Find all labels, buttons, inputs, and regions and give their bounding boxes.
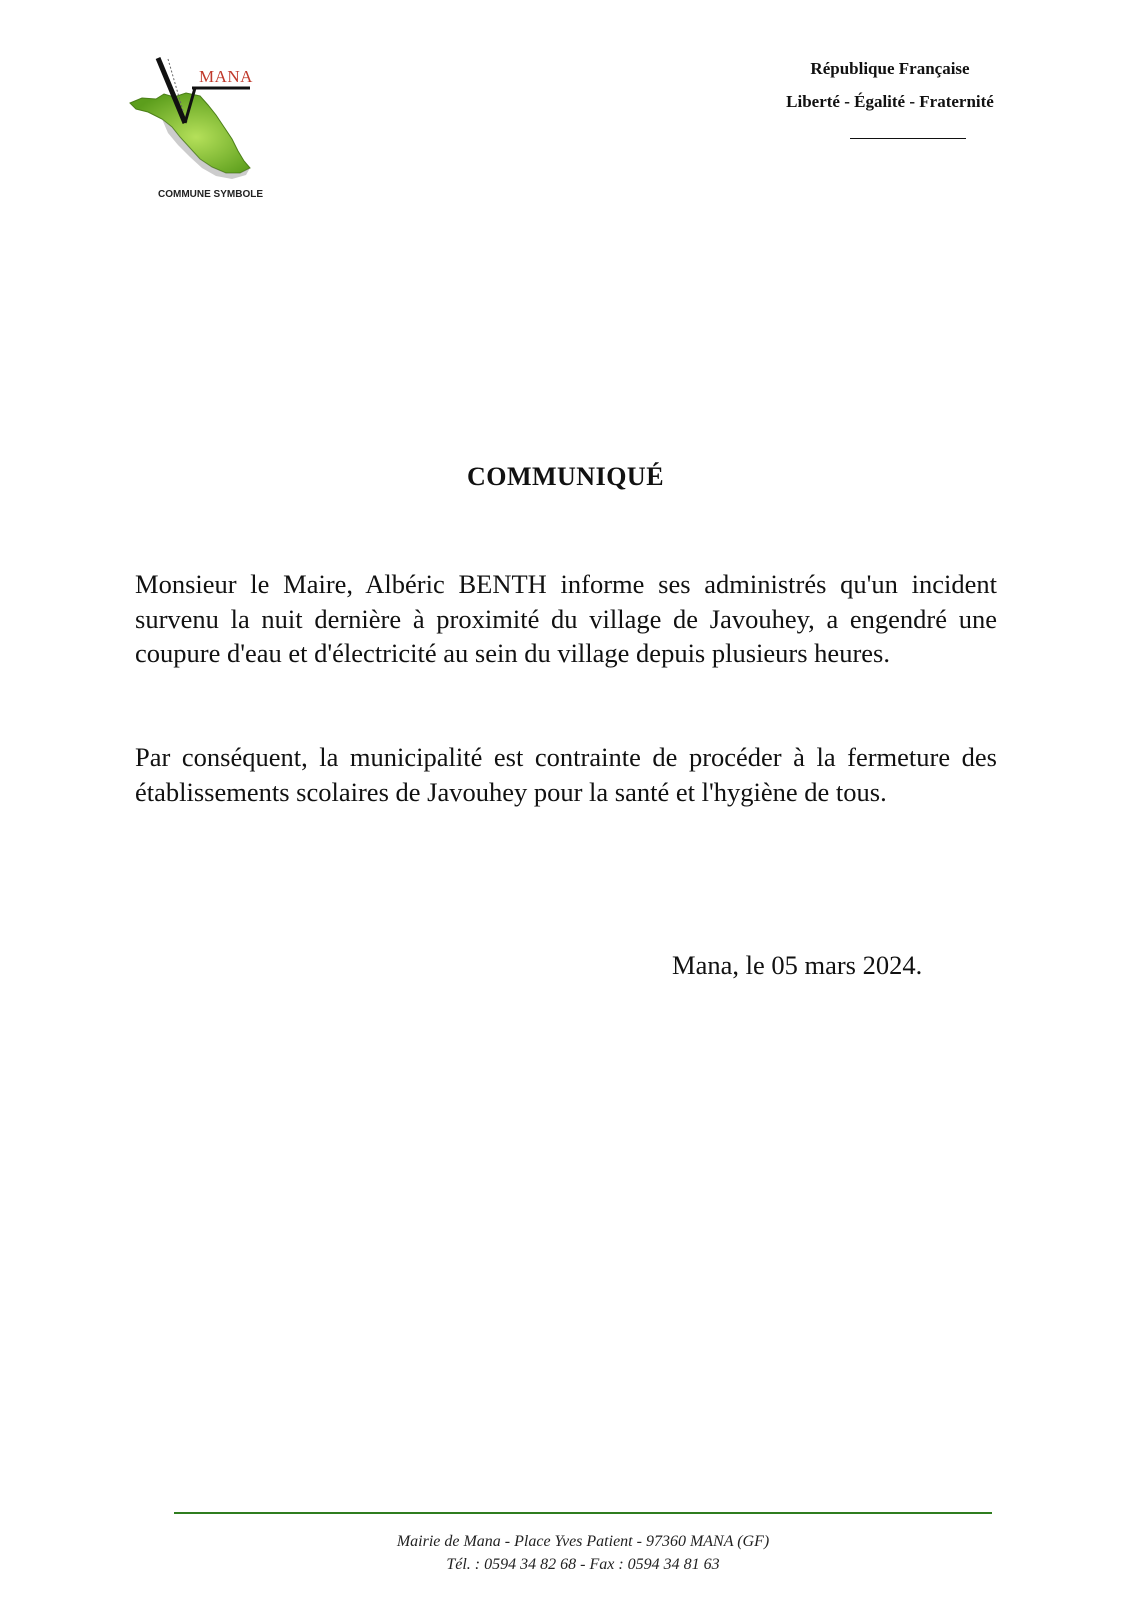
- place-date: Mana, le 05 mars 2024.: [672, 950, 923, 980]
- footer-contact: Tél. : 0594 34 82 68 - Fax : 0594 34 81 63: [446, 1556, 720, 1573]
- document-title: COMMUNIQUÉ: [466, 462, 665, 491]
- republic-motto: Liberté - Égalité - Fraternité: [786, 92, 994, 111]
- footer-divider: [174, 1512, 992, 1514]
- logo-tagline: COMMUNE SYMBOLE: [158, 189, 263, 200]
- paragraph-1: Monsieur le Maire, Albéric BENTH informe ses administrés qu'un incident survenu la nuit dernière à proximité du village de Javouhey, a engendré une coupure d'eau et d'électricité au sein du village depuis plusieurs heures.: [135, 569, 997, 668]
- logo-name: MANA: [199, 67, 253, 86]
- footer: [174, 1530, 992, 1576]
- footer-address: Mairie de Mana - Place Yves Patient - 97360 MANA (GF): [396, 1533, 770, 1550]
- paragraph-2: Par conséquent, la municipalité est contrainte de procéder à la fermeture des établissements scolaires de Javouhey pour la santé et l'hygiène de tous.: [135, 742, 997, 807]
- republic-name: République Française: [810, 59, 970, 78]
- republic-divider: [850, 138, 966, 139]
- republic-heading: [770, 52, 1010, 118]
- commune-logo: [128, 55, 288, 205]
